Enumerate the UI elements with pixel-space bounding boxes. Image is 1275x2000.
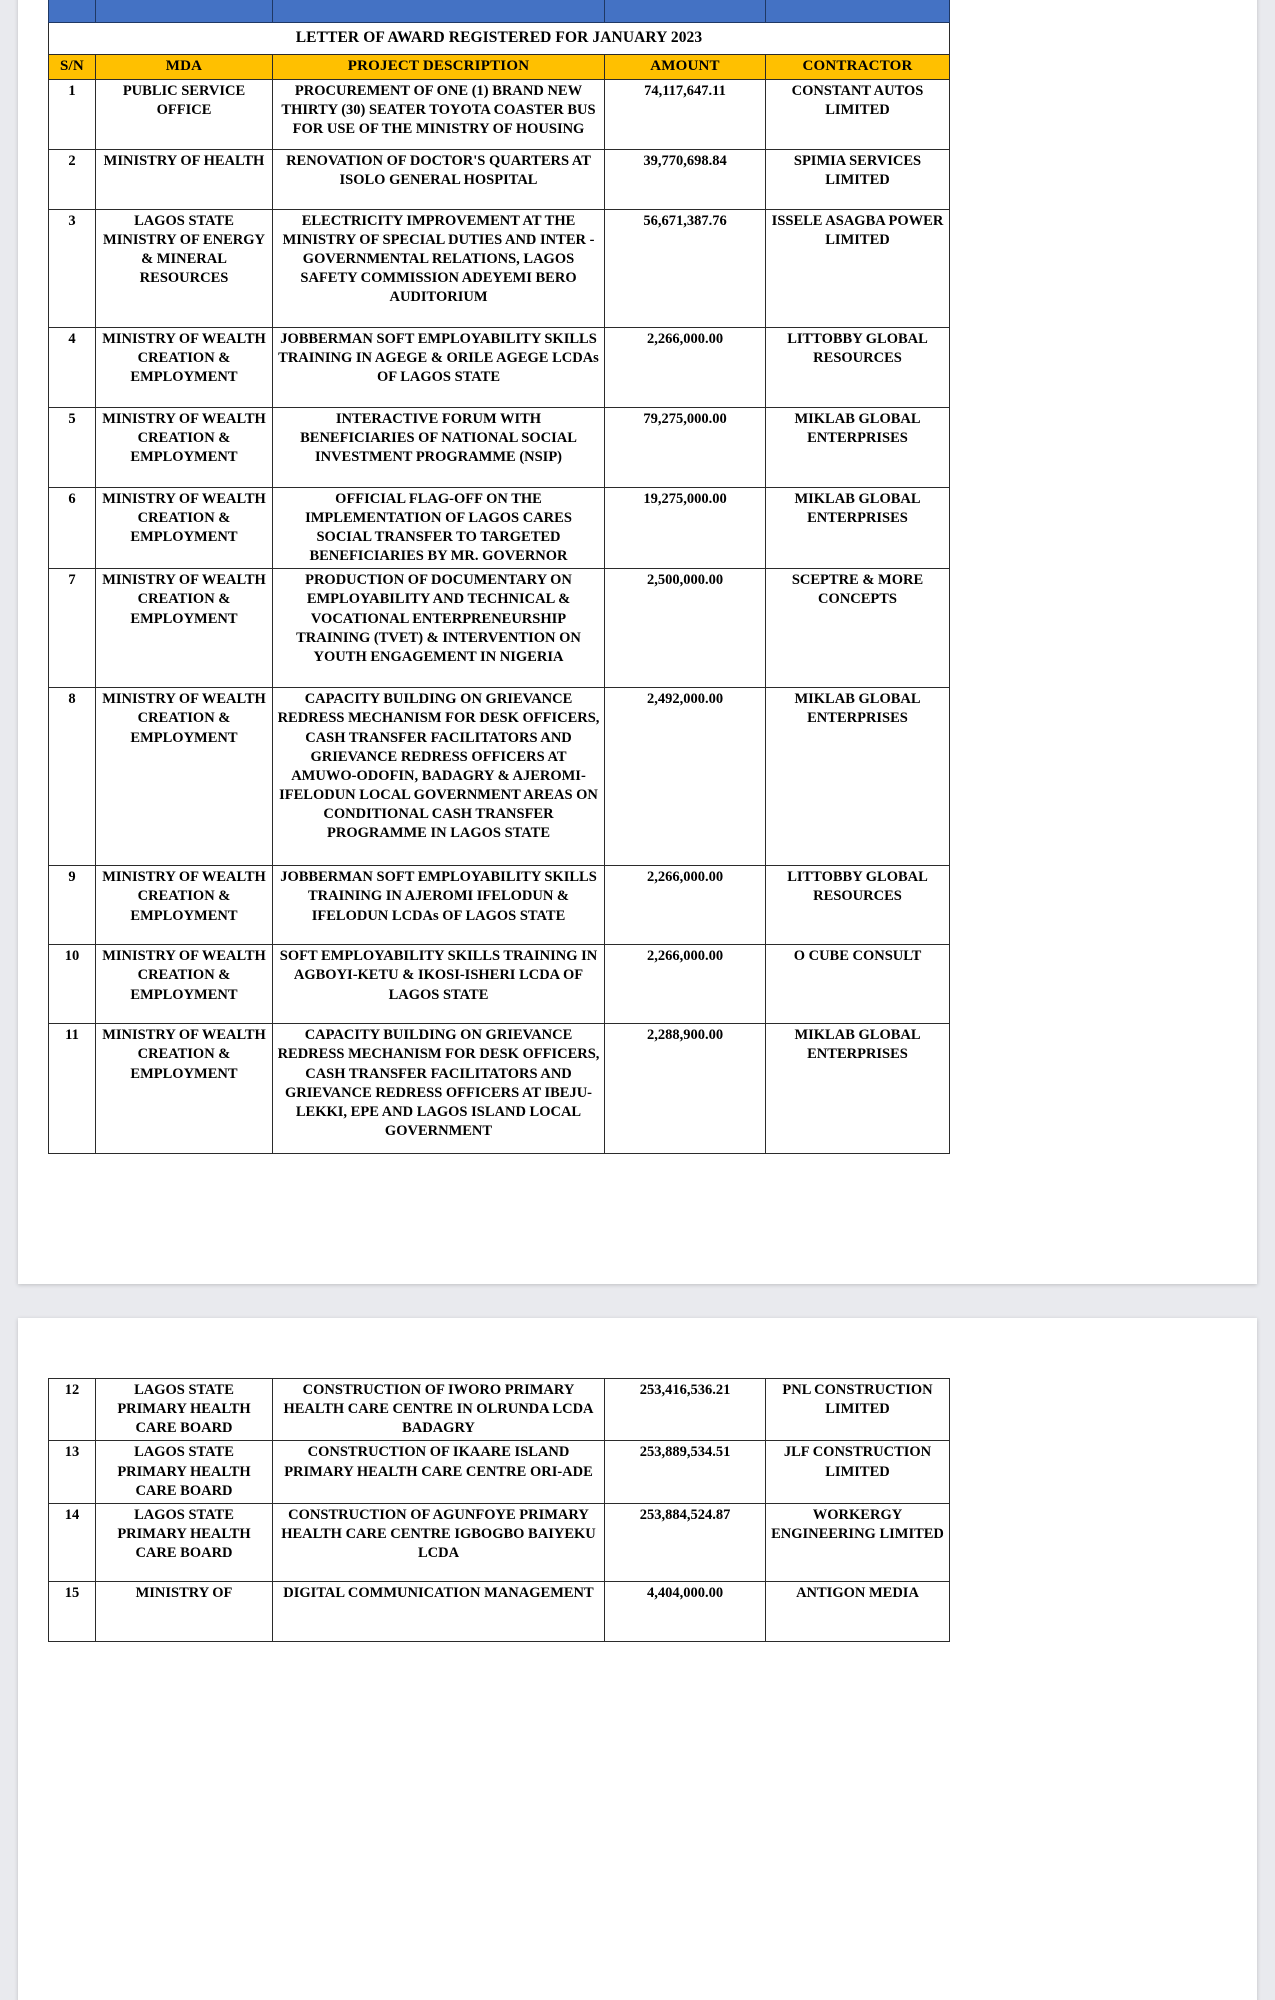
- cell-description: DIGITAL COMMUNICATION MANAGEMENT: [273, 1581, 605, 1641]
- cell-sn: 13: [49, 1441, 96, 1503]
- cell-description: JOBBERMAN SOFT EMPLOYABILITY SKILLS TRAINING IN AGEGE & ORILE AGEGE LCDAs OF LAGOS STATE: [273, 327, 605, 407]
- cell-description: JOBBERMAN SOFT EMPLOYABILITY SKILLS TRAINING IN AJEROMI IFELODUN & IFELODUN LCDAs OF LAGOS STATE: [273, 866, 605, 945]
- cell-sn: 15: [49, 1581, 96, 1641]
- cell-contractor: LITTOBBY GLOBAL RESOURCES: [766, 866, 950, 945]
- blue-band-cell-2: [96, 0, 273, 23]
- cell-amount: 2,266,000.00: [605, 945, 766, 1024]
- cell-sn: 6: [49, 487, 96, 569]
- cell-contractor: JLF CONSTRUCTION LIMITED: [766, 1441, 950, 1503]
- cell-sn: 10: [49, 945, 96, 1024]
- blue-band-cell-1: [49, 0, 96, 23]
- table-row: [49, 688, 950, 866]
- cell-contractor: MIKLAB GLOBAL ENTERPRISES: [766, 487, 950, 569]
- blue-band-cell-4: [605, 0, 766, 23]
- table-row: [49, 1503, 950, 1581]
- table-row: [49, 1441, 950, 1503]
- cell-contractor: MIKLAB GLOBAL ENTERPRISES: [766, 1024, 950, 1154]
- table-row: [49, 1379, 950, 1441]
- cell-sn: 9: [49, 866, 96, 945]
- cell-amount: 2,492,000.00: [605, 688, 766, 866]
- cell-amount: 2,266,000.00: [605, 866, 766, 945]
- cell-amount: 56,671,387.76: [605, 209, 766, 327]
- cell-amount: 253,416,536.21: [605, 1379, 766, 1441]
- cell-amount: 19,275,000.00: [605, 487, 766, 569]
- cell-contractor: MIKLAB GLOBAL ENTERPRISES: [766, 407, 950, 487]
- award-table-page-two: [48, 1378, 950, 1642]
- cell-mda: MINISTRY OF WEALTH CREATION & EMPLOYMENT: [96, 569, 273, 688]
- cell-mda: MINISTRY OF WEALTH CREATION & EMPLOYMENT: [96, 866, 273, 945]
- cell-mda: LAGOS STATE PRIMARY HEALTH CARE BOARD: [96, 1503, 273, 1581]
- cell-mda: LAGOS STATE PRIMARY HEALTH CARE BOARD: [96, 1379, 273, 1441]
- cell-contractor: ISSELE ASAGBA POWER LIMITED: [766, 209, 950, 327]
- cell-description: INTERACTIVE FORUM WITH BENEFICIARIES OF NATIONAL SOCIAL INVESTMENT PROGRAMME (NSIP): [273, 407, 605, 487]
- cell-amount: 4,404,000.00: [605, 1581, 766, 1641]
- cell-contractor: ANTIGON MEDIA: [766, 1581, 950, 1641]
- cell-amount: 2,266,000.00: [605, 327, 766, 407]
- column-header-amount: AMOUNT: [605, 55, 766, 80]
- cell-mda: MINISTRY OF HEALTH: [96, 149, 273, 209]
- column-header-description: PROJECT DESCRIPTION: [273, 55, 605, 80]
- document-title: LETTER OF AWARD REGISTERED FOR JANUARY 2023: [49, 23, 950, 55]
- document-title-row: [49, 23, 950, 55]
- cell-description: PRODUCTION OF DOCUMENTARY ON EMPLOYABILITY AND TECHNICAL & VOCATIONAL ENTERPRENEURSHIP TRAINING (TVET) & INTERVENTION ON YOUTH ENGAGEMENT IN NIGERIA: [273, 569, 605, 688]
- cell-description: CAPACITY BUILDING ON GRIEVANCE REDRESS MECHANISM FOR DESK OFFICERS, CASH TRANSFER FACILITATORS AND GRIEVANCE REDRESS OFFICERS AT IBEJU-LEKKI, EPE AND LAGOS ISLAND LOCAL GOVERNMENT: [273, 1024, 605, 1154]
- cell-sn: 7: [49, 569, 96, 688]
- cell-sn: 2: [49, 149, 96, 209]
- cell-mda: MINISTRY OF WEALTH CREATION & EMPLOYMENT: [96, 407, 273, 487]
- cell-amount: 74,117,647.11: [605, 79, 766, 149]
- cell-contractor: MIKLAB GLOBAL ENTERPRISES: [766, 688, 950, 866]
- cell-mda: MINISTRY OF WEALTH CREATION & EMPLOYMENT: [96, 688, 273, 866]
- cell-mda: MINISTRY OF WEALTH CREATION & EMPLOYMENT: [96, 945, 273, 1024]
- cell-description: ELECTRICITY IMPROVEMENT AT THE MINISTRY OF SPECIAL DUTIES AND INTER - GOVERNMENTAL RELATIONS, LAGOS SAFETY COMMISSION ADEYEMI BERO AUDITORIUM: [273, 209, 605, 327]
- table-row: [49, 1024, 950, 1154]
- cell-amount: 39,770,698.84: [605, 149, 766, 209]
- cell-description: SOFT EMPLOYABILITY SKILLS TRAINING IN AGBOYI-KETU & IKOSI-ISHERI LCDA OF LAGOS STATE: [273, 945, 605, 1024]
- table-row: [49, 866, 950, 945]
- cell-amount: 79,275,000.00: [605, 407, 766, 487]
- cell-contractor: LITTOBBY GLOBAL RESOURCES: [766, 327, 950, 407]
- cell-description: RENOVATION OF DOCTOR'S QUARTERS AT ISOLO GENERAL HOSPITAL: [273, 149, 605, 209]
- cell-amount: 253,884,524.87: [605, 1503, 766, 1581]
- table-row: [49, 327, 950, 407]
- table-row: [49, 79, 950, 149]
- sheet-page-two: [18, 1318, 1257, 2000]
- cell-sn: 5: [49, 407, 96, 487]
- cell-amount: 253,889,534.51: [605, 1441, 766, 1503]
- cell-amount: 2,500,000.00: [605, 569, 766, 688]
- cell-amount: 2,288,900.00: [605, 1024, 766, 1154]
- cell-mda: MINISTRY OF WEALTH CREATION & EMPLOYMENT: [96, 327, 273, 407]
- cell-mda: MINISTRY OF WEALTH CREATION & EMPLOYMENT: [96, 1024, 273, 1154]
- cell-sn: 1: [49, 79, 96, 149]
- blue-header-band: [49, 0, 950, 23]
- cell-contractor: PNL CONSTRUCTION LIMITED: [766, 1379, 950, 1441]
- cell-contractor: SPIMIA SERVICES LIMITED: [766, 149, 950, 209]
- award-table-page-one: [48, 0, 950, 1154]
- column-header-mda: MDA: [96, 55, 273, 80]
- cell-sn: 3: [49, 209, 96, 327]
- cell-contractor: O CUBE CONSULT: [766, 945, 950, 1024]
- table-row: [49, 487, 950, 569]
- cell-description: CONSTRUCTION OF AGUNFOYE PRIMARY HEALTH CARE CENTRE IGBOGBO BAIYEKU LCDA: [273, 1503, 605, 1581]
- cell-mda: MINISTRY OF: [96, 1581, 273, 1641]
- table-row: [49, 149, 950, 209]
- cell-description: CONSTRUCTION OF IWORO PRIMARY HEALTH CARE CENTRE IN OLRUNDA LCDA BADAGRY: [273, 1379, 605, 1441]
- cell-sn: 11: [49, 1024, 96, 1154]
- column-header-sn: S/N: [49, 55, 96, 80]
- table-row: [49, 407, 950, 487]
- column-header-contractor: CONTRACTOR: [766, 55, 950, 80]
- blue-band-cell-3: [273, 0, 605, 23]
- cell-sn: 8: [49, 688, 96, 866]
- cell-sn: 12: [49, 1379, 96, 1441]
- blue-band-cell-5: [766, 0, 950, 23]
- cell-sn: 4: [49, 327, 96, 407]
- sheet-page-one: [18, 0, 1257, 1284]
- cell-mda: LAGOS STATE MINISTRY OF ENERGY & MINERAL RESOURCES: [96, 209, 273, 327]
- table-header-row: [49, 55, 950, 80]
- table-row: [49, 209, 950, 327]
- table-row: [49, 945, 950, 1024]
- cell-contractor: SCEPTRE & MORE CONCEPTS: [766, 569, 950, 688]
- cell-contractor: WORKERGY ENGINEERING LIMITED: [766, 1503, 950, 1581]
- cell-description: CAPACITY BUILDING ON GRIEVANCE REDRESS MECHANISM FOR DESK OFFICERS, CASH TRANSFER FACILITATORS AND GRIEVANCE REDRESS OFFICERS AT AMUWO-ODOFIN, BADAGRY & AJEROMI-IFELODUN LOCAL GOVERNMENT AREAS ON CONDITIONAL CASH TRANSFER PROGRAMME IN LAGOS STATE: [273, 688, 605, 866]
- table-row: [49, 569, 950, 688]
- cell-mda: PUBLIC SERVICE OFFICE: [96, 79, 273, 149]
- table-row: [49, 1581, 950, 1641]
- cell-contractor: CONSTANT AUTOS LIMITED: [766, 79, 950, 149]
- cell-description: CONSTRUCTION OF IKAARE ISLAND PRIMARY HEALTH CARE CENTRE ORI-ADE: [273, 1441, 605, 1503]
- cell-mda: LAGOS STATE PRIMARY HEALTH CARE BOARD: [96, 1441, 273, 1503]
- cell-description: OFFICIAL FLAG-OFF ON THE IMPLEMENTATION OF LAGOS CARES SOCIAL TRANSFER TO TARGETED BENEFICIARIES BY MR. GOVERNOR: [273, 487, 605, 569]
- cell-mda: MINISTRY OF WEALTH CREATION & EMPLOYMENT: [96, 487, 273, 569]
- cell-description: PROCUREMENT OF ONE (1) BRAND NEW THIRTY (30) SEATER TOYOTA COASTER BUS FOR USE OF THE MINISTRY OF HOUSING: [273, 79, 605, 149]
- cell-sn: 14: [49, 1503, 96, 1581]
